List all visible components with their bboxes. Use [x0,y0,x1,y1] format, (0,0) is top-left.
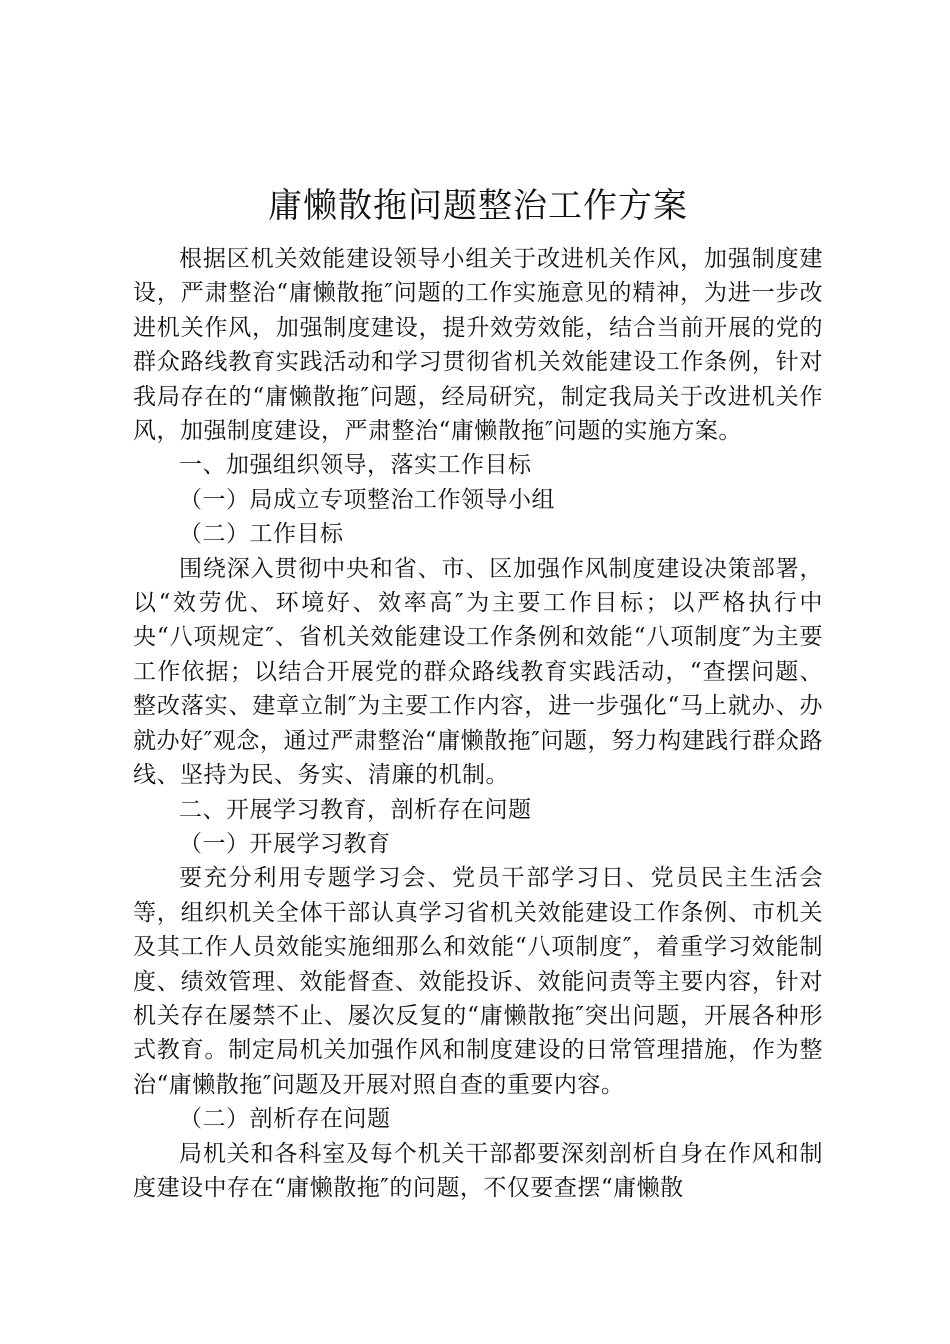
section-1-heading: 一、加强组织领导，落实工作目标 [179,452,532,479]
goals-paragraph: 围绕深入贯彻中央和省、市、区加强作风制度建设决策部署，以“效劳优、环境好、效率高″为主要工作目标；以严格执行中央“八项规定″、省机关效能建设工作条例和效能“八项制度″为主要工作依据；以结合开展党的群众路线教育实践活动，“查摆问题、整改落实、建章立制″为主要工作内容，进一步强化“马上就办、办就办好″观念，通过严肃整治“庸懒散拖″问题，努力构建践行群众路线、坚持为民、务实、清廉的机制。 [133,555,823,789]
section-2-2-heading: （二）剖析存在问题 [179,1106,391,1133]
intro-paragraph: 根据区机关效能建设领导小组关于改进机关作风，加强制度建设，严肃整治“庸懒散拖″问题的工作实施意见的精神，为进一步改进机关作风，加强制度建设，提升效劳效能，结合当前开展的党的群众路线教育实践活动和学习贯彻省机关效能建设工作条例，针对我局存在的“庸懒散拖″问题，经局研究，制定我局关于改进机关作风，加强制度建设，严肃整治“庸懒散拖″问题的实施方案。 [133,246,823,445]
section-1-2-heading: （二）工作目标 [179,521,344,548]
analysis-paragraph: 局机关和各科室及每个机关干部都要深刻剖析自身在作风和制度建设中存在“庸懒散拖″的问题，不仅要查摆“庸懒散 [133,1140,823,1201]
study-paragraph: 要充分利用专题学习会、党员干部学习日、党员民主生活会等，组织机关全体干部认真学习省机关效能建设工作条例、市机关及其工作人员效能实施细那么和效能“八项制度″，着重学习效能制度、绩效管理、效能督查、效能投诉、效能问责等主要内容，针对机关存在屡禁不止、屡次反复的“庸懒散拖″突出问题，开展各种形式教育。制定局机关加强作风和制度建设的日常管理措施，作为整治“庸懒散拖″问题及开展对照自查的重要内容。 [133,865,823,1098]
section-1-1-heading: （一）局成立专项整治工作领导小组 [179,486,555,513]
document-title: 庸懒散拖问题整治工作方案 [268,186,688,226]
section-2-heading: 二、开展学习教育，剖析存在问题 [179,796,532,823]
document-page [133,178,823,1205]
section-2-1-heading: （一）开展学习教育 [179,830,391,857]
